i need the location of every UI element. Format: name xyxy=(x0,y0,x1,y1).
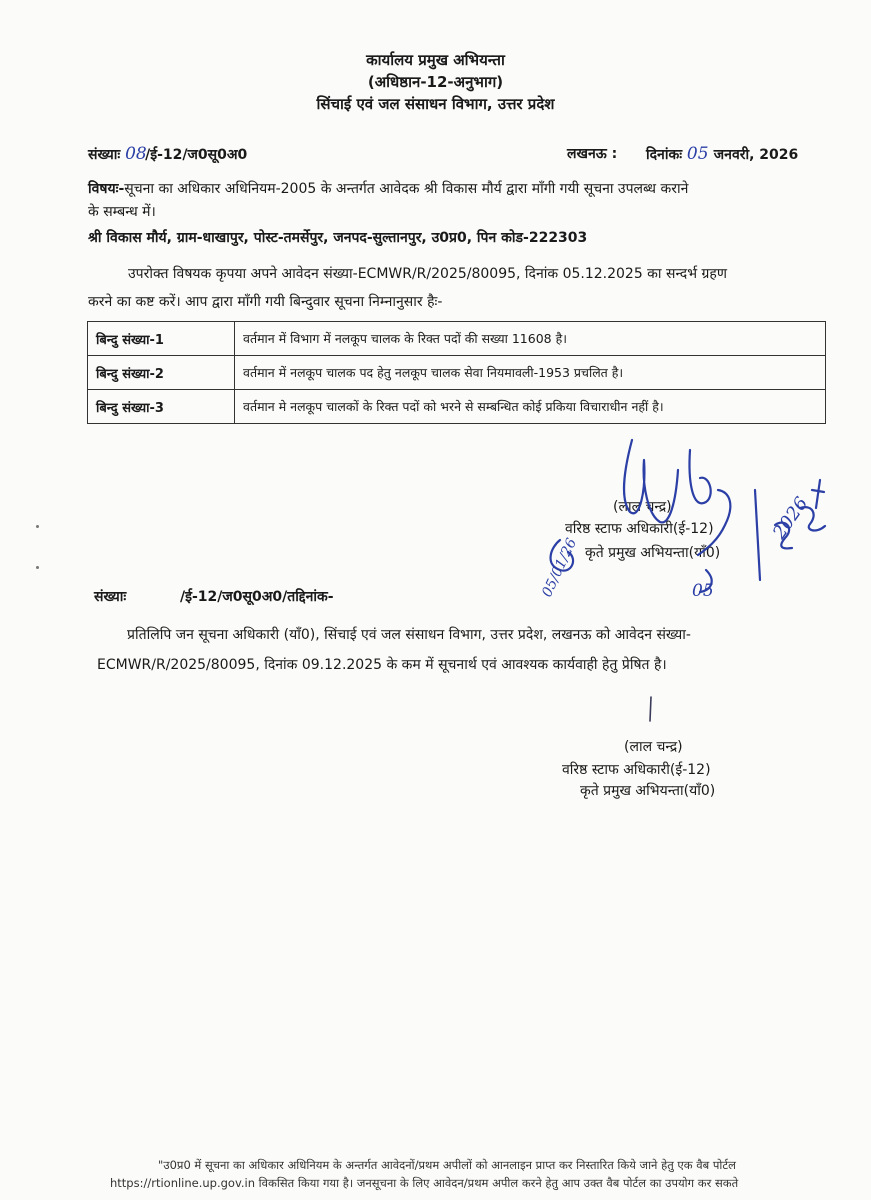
signatory2-name: (लाल चन्द्र) xyxy=(624,739,683,755)
points-table xyxy=(87,321,826,424)
subject-text: सूचना का अधिकार अधिनियम-2005 के अन्तर्गत आवेदक श्री विकास मौर्य द्वारा माँगी गयी सूचना उपलब्ध कराने xyxy=(124,181,689,197)
handwritten-year: 2026 xyxy=(768,493,813,543)
table-row xyxy=(88,390,826,424)
subject-label: विषयः- xyxy=(88,181,125,197)
signature-mark xyxy=(646,695,656,725)
point-text: वर्तमान में विभाग में नलकूप चालक के रिक्त पदों की सख्या 11608 है। xyxy=(235,322,826,356)
subject-line1 xyxy=(88,179,828,198)
place: लखनऊ : xyxy=(567,146,618,162)
date-handwritten-day: 05 xyxy=(686,144,709,164)
signatory2-designation: वरिष्ठ स्टाफ अधिकारी(ई-12) xyxy=(562,762,711,778)
date-rest: जनवरी, 2026 xyxy=(713,147,799,163)
section-title: (अधिष्ठान-12-अनुभाग) xyxy=(367,73,504,91)
ref-suffix: /ई-12/ज0सू0अ0 xyxy=(145,147,248,163)
body-line2: करने का कष्ट करें। आप द्वारा माँगी गयी बिन्दुवार सूचना निम्नानुसार हैः- xyxy=(88,294,443,310)
handwritten-day: 05 xyxy=(692,581,714,601)
copy-line1: प्रतिलिपि जन सूचना अधिकारी (याँ0), सिंचाई एवं जल संसाधन विभाग, उत्तर प्रदेश, लखनऊ को आवेदन संख्या- xyxy=(127,627,691,643)
footer-line2: https://rtionline.up.gov.in विकसित किया गया है। जनसूचना के लिए आवेदन/प्रथम अपील करने हेतु आप उक्त वैब पोर्टल का उपयोग कर सकते xyxy=(110,1176,739,1190)
signatory-on-behalf: कृते प्रमुख अभियन्ता(याँ0) xyxy=(585,545,721,561)
department-title: सिंचाई एवं जल संसाधन विभाग, उत्तर प्रदेश xyxy=(316,95,555,113)
handwritten-signature xyxy=(520,430,850,620)
office-title: कार्यालय प्रमुख अभियन्ता xyxy=(366,51,505,69)
footer-line1: "उ0प्र0 में सूचना का अधिकार अधिनियम के अन्तर्गत आवेदनों/प्रथम अपीलों को आनलाइन प्राप्त कर निस्तारित किये जाने हेतु एक वैब पोर्टल xyxy=(158,1158,736,1172)
point-label: बिन्दु संख्या-3 xyxy=(88,390,235,424)
ref-number xyxy=(88,144,247,164)
copy-ref-label: संख्याः xyxy=(94,589,127,605)
signatory-name: (लाल चन्द्र) xyxy=(613,499,672,515)
subject-line2: के सम्बन्ध में। xyxy=(88,204,156,220)
body-line1: उपरोक्त विषयक कृपया अपने आवेदन संख्या-ECMWR/R/2025/80095, दिनांक 05.12.2025 का सन्दर्भ ग्रहण xyxy=(128,266,727,282)
speck xyxy=(36,566,39,569)
copy-ref-suffix: /ई-12/ज0सू0अ0/तद्दिनांक- xyxy=(180,589,334,605)
point-text: वर्तमान मे नलकूप चालकों के रिक्त पदों को भरने से सम्बन्धित कोई प्रकिया विचाराधीन नहीं है। xyxy=(235,390,826,424)
point-label: बिन्दु संख्या-1 xyxy=(88,322,235,356)
table-row xyxy=(88,322,826,356)
copy-line2: ECMWR/R/2025/80095, दिनांक 09.12.2025 के कम में सूचनार्थ एवं आवश्यक कार्यवाही हेतु प्रेषित है। xyxy=(97,657,667,673)
point-label: बिन्दु संख्या-2 xyxy=(88,356,235,390)
handwritten-date: 05/01/26 xyxy=(539,535,581,600)
addressee: श्री विकास मौर्य, ग्राम-धाखापुर, पोस्ट-तमर्सेपुर, जनपद-सुल्तानपुर, उ0प्र0, पिन कोड-222303 xyxy=(88,230,588,246)
signatory2-on-behalf: कृते प्रमुख अभियन्ता(याँ0) xyxy=(580,783,716,799)
ref-label: संख्याः xyxy=(88,147,121,163)
point-text: वर्तमान में नलकूप चालक पद हेतु नलकूप चालक सेवा नियमावली-1953 प्रचलित है। xyxy=(235,356,826,390)
date-label: दिनांकः xyxy=(646,147,683,163)
ref-date xyxy=(646,144,798,164)
signatory-designation: वरिष्ठ स्टाफ अधिकारी(ई-12) xyxy=(565,521,714,537)
speck xyxy=(36,525,39,528)
table-row xyxy=(88,356,826,390)
ref-handwritten-number: 08 xyxy=(125,144,147,164)
